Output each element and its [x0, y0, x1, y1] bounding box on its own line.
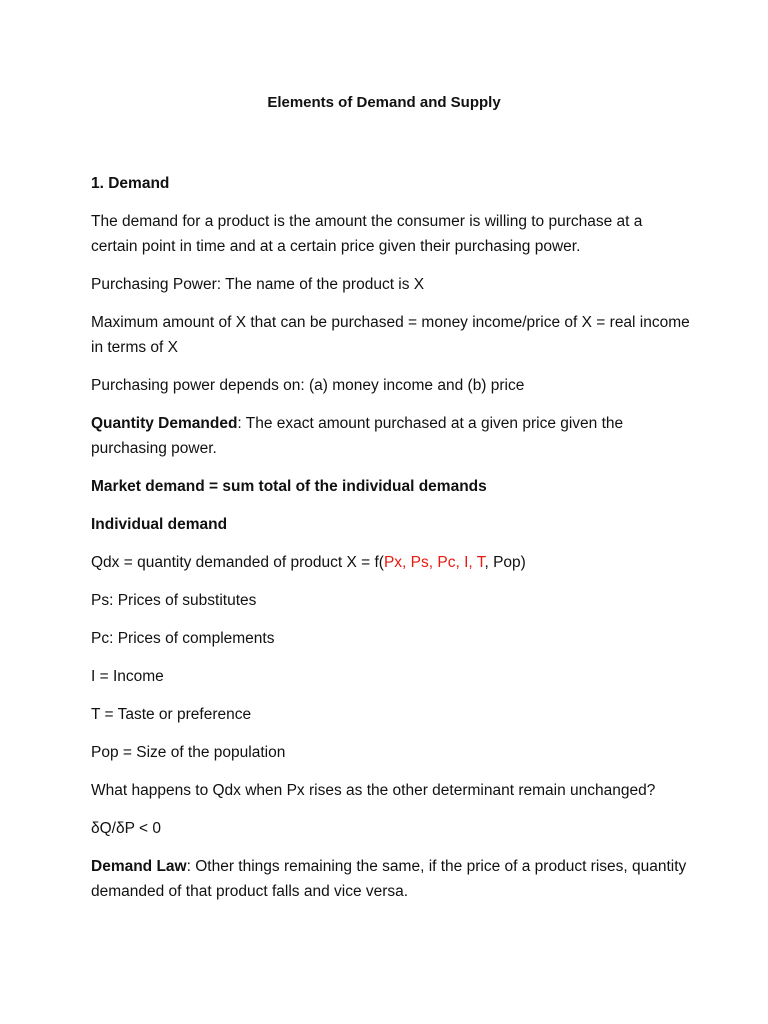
qdx-suffix: , Pop): [484, 554, 526, 571]
income-definition: I = Income: [91, 668, 164, 685]
demand-law-text: : Other things remaining the same, if the price of a product rises, quantity demanded of that product falls and vice versa.: [91, 858, 687, 900]
document-title: Elements of Demand and Supply: [267, 94, 501, 111]
paragraph-purchasing-power: Purchasing Power: The name of the product is X: [91, 276, 425, 293]
ps-definition: Ps: Prices of substitutes: [91, 592, 257, 609]
market-demand-heading: Market demand = sum total of the individual demands: [91, 478, 487, 495]
qdx-highlighted-variables: Px, Ps, Pc, I, T: [383, 554, 485, 571]
qdx-function: [91, 550, 691, 575]
section-heading: 1. Demand: [91, 175, 170, 192]
individual-demand-heading: Individual demand: [91, 516, 228, 533]
pc-definition: Pc: Prices of complements: [91, 630, 275, 647]
qdx-prefix: Qdx = quantity demanded of product X = f(: [91, 554, 384, 571]
demand-law-paragraph: [91, 854, 691, 904]
paragraph-max-amount: Maximum amount of X that can be purchased = money income/price of X = real income in terms of X: [91, 314, 690, 356]
taste-definition: T = Taste or preference: [91, 706, 252, 723]
document-body: [91, 171, 691, 917]
paragraph-demand-definition: The demand for a product is the amount the consumer is willing to purchase at a certain point in time and at a certain price given their purchasing power.: [91, 213, 643, 255]
quantity-demanded-text: : The exact amount purchased at a given price given the purchasing power.: [91, 415, 624, 457]
derivative-expression: δQ/δP < 0: [91, 820, 161, 837]
question-paragraph: What happens to Qdx when Px rises as the other determinant remain unchanged?: [91, 782, 656, 799]
quantity-demanded-term: Quantity Demanded: [91, 415, 238, 432]
population-definition: Pop = Size of the population: [91, 744, 286, 761]
paragraph-depends-on: Purchasing power depends on: (a) money income and (b) price: [91, 377, 525, 394]
paragraph-quantity-demanded: [91, 411, 691, 461]
demand-law-term: Demand Law: [91, 858, 187, 875]
